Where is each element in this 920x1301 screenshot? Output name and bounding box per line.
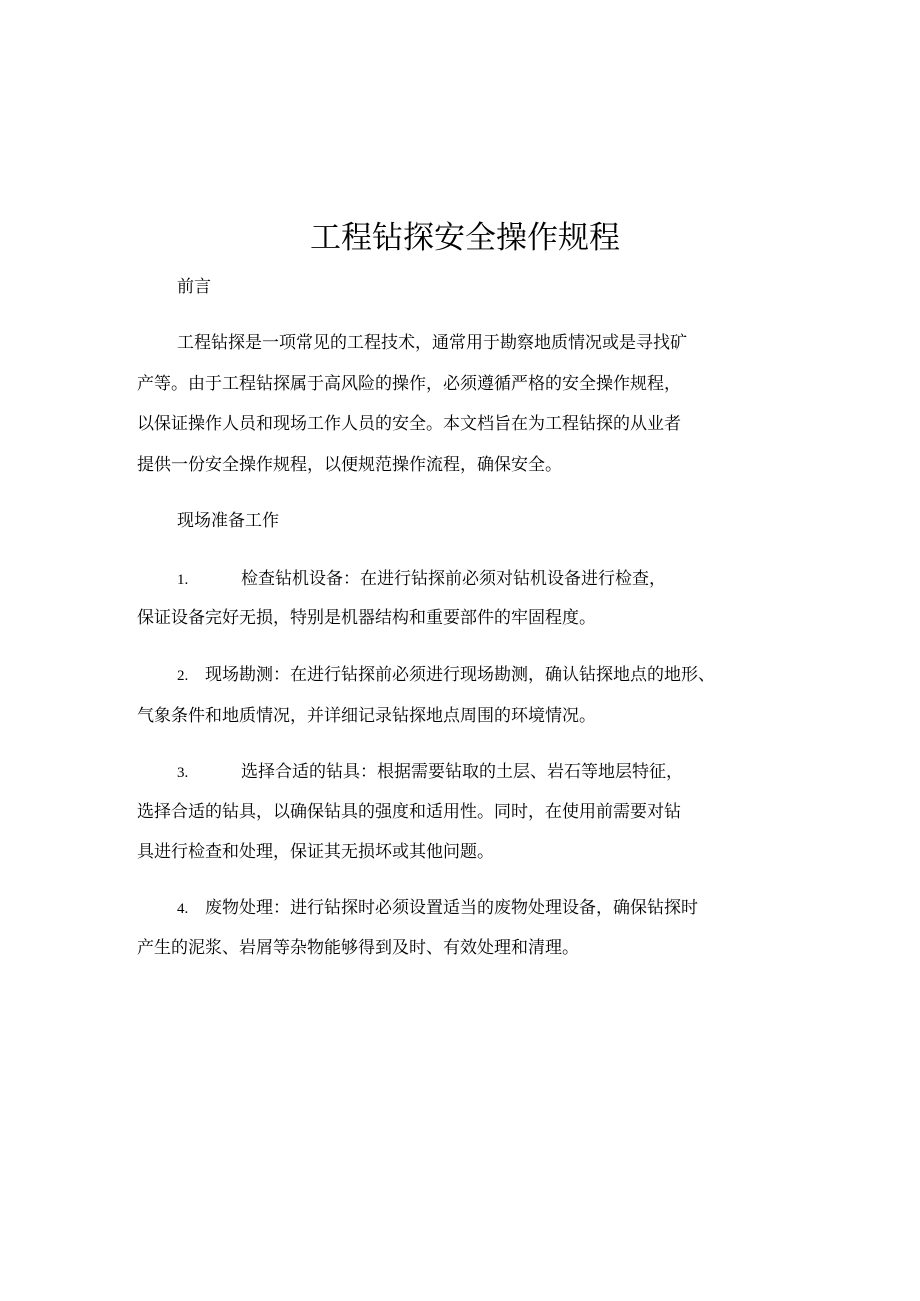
list-item-line: 产生的泥浆、岩屑等杂物能够得到及时、有效处理和清理。	[137, 938, 579, 958]
list-item-line: 气象条件和地质情况，并详细记录钻探地点周围的环境情况。	[137, 706, 596, 726]
preface-line: 提供一份安全操作规程，以便规范操作流程，确保安全。	[137, 455, 562, 475]
list-item-first-line	[177, 567, 666, 592]
list-item-number: 2.	[177, 668, 189, 684]
document-title: 工程钻探安全操作规程	[310, 220, 620, 256]
list-item-text: 废物处理：进行钻探时必须设置适当的废物处理设备，确保钻探时	[205, 898, 698, 918]
list-item-first-line	[177, 760, 683, 785]
list-item-line: 具进行检查和处理，保证其无损坏或其他问题。	[137, 842, 494, 862]
section-heading-site-preparation: 现场准备工作	[177, 511, 279, 531]
list-item-number: 1.	[177, 572, 189, 588]
list-item-line: 保证设备完好无损，特别是机器结构和重要部件的牢固程度。	[137, 608, 596, 628]
preface-line: 产等。由于工程钻探属于高风险的操作，必须遵循严格的安全操作规程，	[137, 374, 681, 394]
list-item-first-line	[177, 663, 715, 688]
preface-line: 以保证操作人员和现场工作人员的安全。本文档旨在为工程钻探的从业者	[137, 414, 681, 434]
list-item-line: 选择合适的钻具，以确保钻具的强度和适用性。同时，在使用前需要对钻	[137, 802, 681, 822]
list-item-text: 选择合适的钻具：根据需要钻取的土层、岩石等地层特征，	[241, 762, 683, 782]
list-item-first-line	[177, 896, 698, 921]
preface-line: 工程钻探是一项常见的工程技术，通常用于勘察地质情况或是寻找矿	[177, 333, 687, 353]
list-item-text: 现场勘测：在进行钻探前必须进行现场勘测，确认钻探地点的地形、	[205, 665, 715, 685]
list-item-text: 检查钻机设备：在进行钻探前必须对钻机设备进行检查，	[241, 569, 666, 589]
list-item-number: 3.	[177, 765, 189, 781]
list-item-number: 4.	[177, 901, 189, 917]
section-heading-preface: 前言	[177, 277, 211, 297]
